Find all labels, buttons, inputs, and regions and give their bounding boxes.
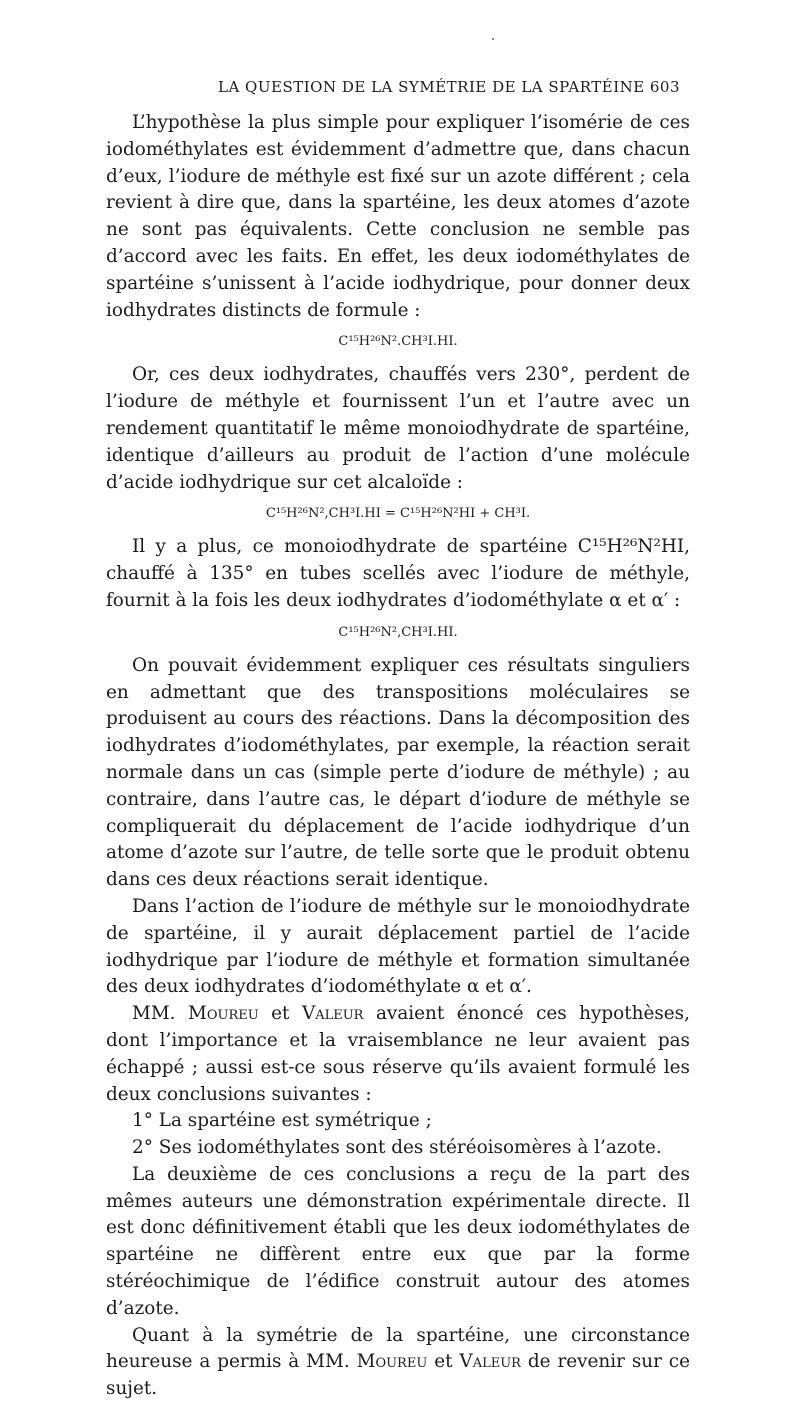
paragraph-mm (106, 1001, 690, 1108)
paragraph-1: L’hypothèse la plus simple pour expliquer l’isomérie de ces iodométhylates est évidemment d’admettre que, dans chacun d’eux, l’iodure de méthyle est fixé sur un azote différent ; cela revient à dire que, dans la spartéine, les deux atomes d’azote ne sont pas équivalents. Cette conclusion ne semble pas d’accord avec les faits. En effet, les deux iodométhylates de spartéine s’unissent à l’acide iodhydrique, pour donner deux iodhydrates distincts de formule : (106, 112, 690, 321)
last-text: Quant à la symétrie de la spartéine, une circonstance heureuse a permis à MM. (106, 1324, 690, 1373)
paragraph-3: Il y a plus, ce monoiodhydrate de spartéine C¹⁵H²⁶N²HI, chauffé à 135° en tubes scellés avec l’iodure de méthyle, fournit à la fois les deux iodhydrates d’iodométhylate α et α′ : (106, 536, 690, 611)
formula-3: C¹⁵H²⁶N²,CH³I.HI. (338, 624, 458, 640)
last-text-end: de revenir sur ce sujet. (106, 1351, 690, 1400)
paragraph-2: Or, ces deux iodhydrates, chauffés vers 230°, perdent de l’iodure de méthyle et fournissent l’un et l’autre avec un rendement quantitatif le même monoiodhydrate de spartéine, identique d’ailleurs au produit de l’action d’une molécule d’acide iodhydrique sur cet alcaloïde : (106, 364, 690, 493)
author-moureu-2: Moureu (356, 1351, 428, 1373)
formula-1: C¹⁵H²⁶N².CH³I.HI. (338, 334, 458, 350)
connector-et: et (271, 1003, 290, 1025)
paragraph-6: La deuxième de ces conclusions a reçu de la part des mêmes auteurs une démonstration expérimentale directe. Il est donc définitivement établi que les deux iodométhylates de spartéine ne diffèrent entre eux que par la forme stéréochimique de l’édifice construit autour des atomes d’azote. (106, 1163, 690, 1319)
mm-prefix: MM. (132, 1003, 176, 1025)
conclusion-1: 1° La spartéine est symétrique ; (132, 1110, 432, 1132)
paragraph-last (106, 1323, 690, 1403)
formula-2: C¹⁵H²⁶N²,CH³I.HI = C¹⁵H²⁶N²HI + CH³I. (265, 506, 531, 522)
main-text (106, 110, 690, 1403)
ink-speck (492, 38, 494, 40)
running-head (108, 78, 680, 102)
running-title: LA QUESTION DE LA SYMÉTRIE DE LA SPARTÉINE (218, 78, 645, 96)
author-moureu: Moureu (188, 1003, 259, 1025)
page-number: 603 (649, 78, 680, 96)
paragraph-5: Dans l’action de l’iodure de méthyle sur le monoiodhydrate de spartéine, il y aurait déplacement partiel de l’acide iodhydrique par l’iodure de méthyle et formation simultanée des deux iodhydrates d’iodométhylate α et α′. (106, 895, 690, 998)
connector-et-2: et (434, 1351, 453, 1373)
mm-text: avaient énoncé ces hypothèses, dont l’importance et la vraisemblance ne leur avaient pas échappé ; aussi est-ce sous réserve qu’ils avaient formulé les deux conclusions suivantes : (106, 1003, 690, 1105)
author-valeur-2: Valeur (459, 1351, 521, 1373)
paragraph-4: On pouvait évidemment expliquer ces résultats singuliers en admettant que des transpositions moléculaires se produisent au cours des réactions. Dans la décomposition des iodhydrates d’iodométhylates, par exemple, la réaction serait normale dans un cas (simple perte d’iodure de méthyle) ; au contraire, dans l’autre cas, le départ d’iodure de méthyle se compliquerait du déplacement de l’acide iodhydrique d’un atome d’azote sur l’autre, de telle sorte que le produit obtenu dans ces deux réactions serait identique. (106, 654, 690, 891)
conclusion-2: 2° Ses iodométhylates sont des stéréoisomères à l’azote. (132, 1137, 662, 1159)
author-valeur: Valeur (301, 1003, 364, 1025)
